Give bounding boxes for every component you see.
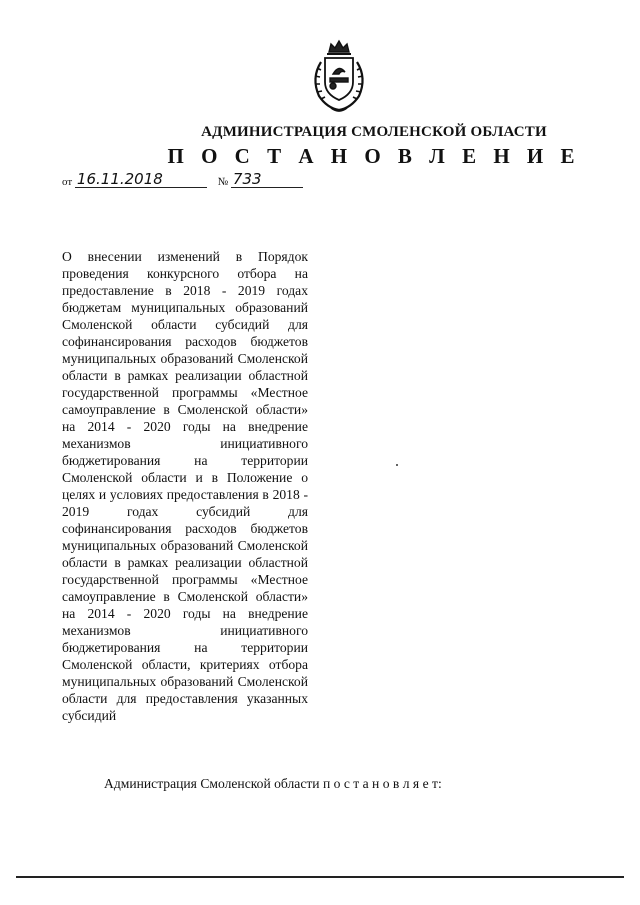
- date-field: 16.11.2018: [75, 172, 207, 188]
- document-subject: О внесении изменений в Порядок проведения конкурсного отбора на предоставление в 2018 - 2019 годах бюджетам муниципальных образований Смоленской области субсидий для софинансирования расходов бюджетов муниципальных образований Смоленской области в рамках реализации областной государственной программы «Местное самоуправление в Смоленской области» на 2014 - 2020 годы на внедрение механизмов инициативного бюджетирования на территории Смоленской области и в Положение о целях и условиях предоставления в 2018 - 2019 годах субсидий для софинансирования расходов бюджетов муниципальных образований Смоленской области в рамках реализации областной государственной программы «Местное самоуправление в Смоленской области» на 2014 - 2020 годы на внедрение механизмов инициативного бюджетирования на территории Смоленской области, критериях отбора муниципальных образований Смоленской области для предоставления указанных субсидий: [62, 249, 308, 723]
- organization-title: АДМИНИСТРАЦИЯ СМОЛЕНСКОЙ ОБЛАСТИ: [201, 124, 547, 140]
- resolution-intro: Администрация Смоленской области: [104, 776, 320, 791]
- coat-of-arms-icon: [305, 38, 373, 114]
- document-type-title: П О С Т А Н О В Л Е Н И Е: [167, 144, 581, 168]
- resolution-verb: п о с т а н о в л я е т:: [322, 776, 442, 791]
- number-field: 733: [231, 172, 303, 188]
- document-meta: [62, 172, 303, 188]
- scan-dot: [396, 464, 398, 466]
- date-prefix: от: [62, 176, 73, 188]
- resolution-line: [104, 776, 442, 792]
- page-bottom-edge: [16, 876, 624, 878]
- number-prefix: №: [217, 176, 229, 188]
